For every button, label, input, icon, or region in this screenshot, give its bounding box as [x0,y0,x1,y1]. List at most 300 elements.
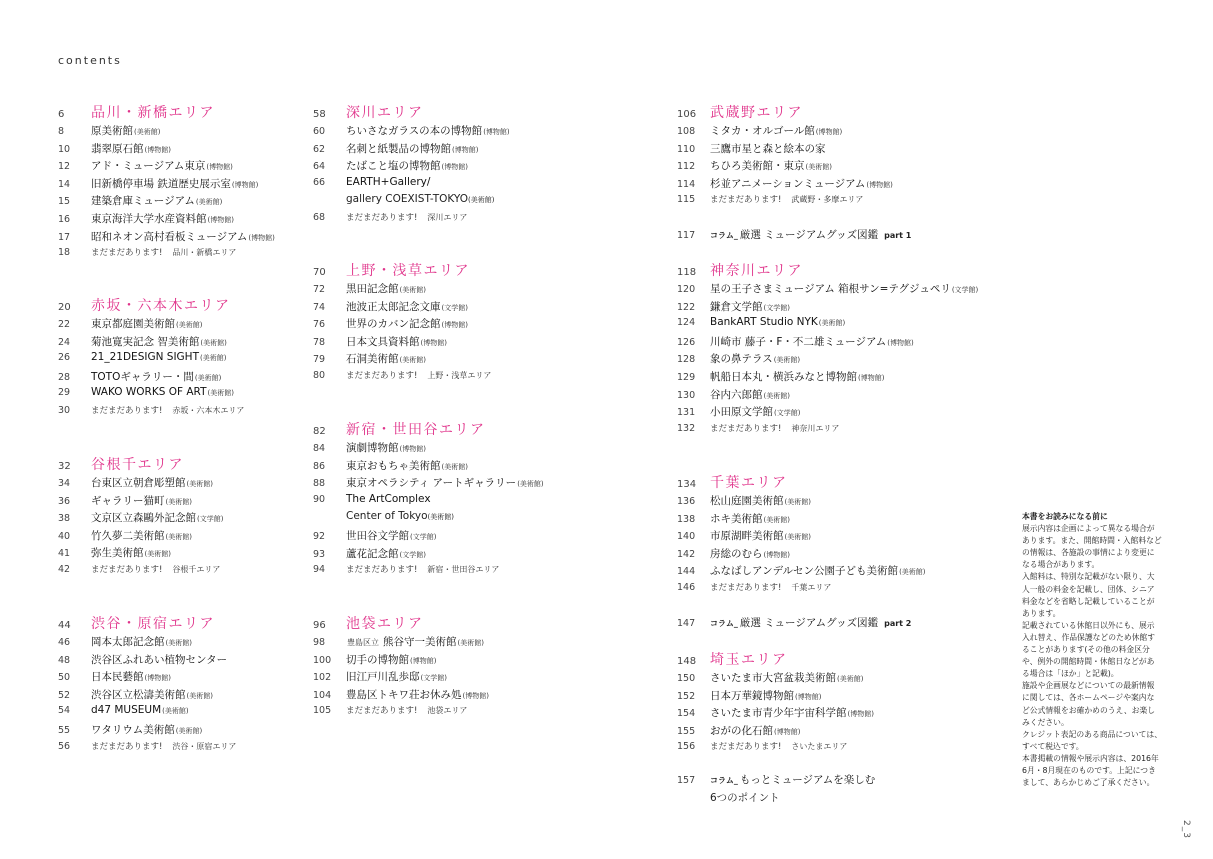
toc-entry[interactable] [58,722,308,740]
more-entries-link[interactable] [677,422,1037,440]
toc-entry[interactable] [58,316,308,334]
entry-category: (文学館) [420,674,447,683]
column-label: コラム_ [710,619,738,628]
toc-entry[interactable] [677,493,1037,511]
section-page-number: 134 [677,479,697,490]
entry-name: 厳選 ミュージアムグッズ図鑑 [739,229,879,241]
entry-category: (美術館) [195,198,223,207]
entry-category: (美術館) [134,128,161,136]
more-entries-link[interactable] [677,740,1037,758]
entry-page-number: 146 [677,581,696,593]
entry-page-number: 90 [313,493,326,505]
entry-category: (博物館) [206,163,233,172]
entry-name-continued: gallery COEXIST-TOKYO [346,193,469,206]
toc-entry[interactable] [677,387,1037,405]
entry-page-number: 50 [58,672,71,684]
entry-name: まだまだあります! [710,742,782,753]
toc-entry[interactable] [58,510,308,528]
toc-entry[interactable] [313,475,658,493]
entry-category: (文学館) [763,303,790,312]
toc-entry[interactable] [313,440,658,458]
section-heading[interactable] [313,613,658,632]
entry-name: 渋谷区ふれあい植物センター [91,653,228,666]
entry-name: 世界のカバン記念館 [346,318,441,331]
entry-name: 熊谷守一美術館 [383,636,457,648]
entry-name: EARTH+Gallery/ [346,175,431,188]
entry-category: (美術館) [784,533,811,542]
toc-section [313,419,658,581]
column-label: コラム_ [710,776,738,785]
toc-entry[interactable] [313,458,658,476]
entry-name: 川崎市 藤子・F・不二雄ミュージアム [710,335,887,348]
toc-section [677,102,1037,211]
toc-entry[interactable] [677,688,1037,706]
toc-entry[interactable] [677,334,1037,352]
section-entries [58,475,308,581]
entry-category: (美術館) [200,338,227,347]
entry-name: The ArtComplex [346,492,431,505]
section-entries [677,227,1037,245]
section-entries [677,772,1037,807]
entry-category: (博物館) [399,445,426,453]
entry-category: (博物館) [410,656,437,665]
entry-category: 深川エリア [427,212,468,222]
entry-category: (美術館) [818,319,846,328]
entry-page-number: 36 [58,495,71,507]
toc-entry[interactable] [677,511,1037,529]
entry-category: (博物館) [441,321,468,330]
toc-entry[interactable] [58,369,308,387]
entry-page-number: 154 [677,708,696,720]
toc-entry[interactable] [677,158,1037,176]
entry-category: 新宿・世田谷エリア [427,565,500,575]
entry-name: 杉並アニメーションミュージアム [710,177,866,190]
entry-category: (美術館) [200,354,227,363]
section-heading[interactable] [677,102,1037,121]
entry-name: 旧新橋停車場 鉄道歴史展示室 [91,177,231,190]
more-entries-link[interactable] [677,581,1037,599]
entry-name: 21_21DESIGN SIGHT [91,351,199,364]
toc-entry[interactable] [677,123,1037,141]
entry-page-number: 17 [58,231,71,243]
section-heading[interactable] [58,295,308,314]
entry-category: 赤坂・六本木エリア [172,405,245,415]
section-entries [677,615,1037,633]
entry-name: ちいさなガラスの本の博物館 [346,125,483,137]
section-page-number: 44 [58,620,71,631]
entry-name: 日本文具資料館 [346,335,420,348]
entry-name: 黒田記念館 [346,283,399,295]
entry-name: 文京区立森鷗外記念館 [91,512,196,525]
entry-name: 房総のむら [710,547,763,560]
toc-entry[interactable] [58,176,308,194]
toc-section [313,613,658,722]
entry-category: 上野・浅草エリア [427,370,492,380]
entry-name: 東京オペラシティ アートギャラリー [346,477,517,490]
entry-name: 小田原文学館 [710,406,773,419]
entry-category: (美術館) [837,675,864,683]
toc-entry[interactable] [677,281,1037,299]
toc-entry[interactable] [313,316,658,334]
toc-entry[interactable] [677,176,1037,194]
entry-name: BankART Studio NYK [710,316,818,329]
entry-category: 武蔵野・多摩エリア [791,195,864,205]
toc-entry[interactable] [58,158,308,176]
entry-page-number: 84 [313,443,326,454]
toc-entry[interactable] [677,299,1037,317]
entry-category: (文学館) [399,550,426,559]
more-entries-link[interactable] [677,193,1037,211]
entry-name-continued: Center of Tokyo [346,510,428,523]
section-entries [58,634,308,757]
entry-page-number: 28 [58,371,71,383]
toc-entry[interactable] [58,652,308,670]
section-page-number: 148 [677,656,697,667]
entry-name: まだまだあります! [91,741,163,752]
entry-name: TOTOギャラリー・間 [91,370,194,383]
entry-page-number: 48 [58,654,71,666]
toc-entry[interactable] [313,299,658,317]
section-entries [313,281,658,387]
entry-page-number: 60 [313,126,326,137]
section-heading[interactable] [313,102,658,121]
toc-entry[interactable] [313,634,658,652]
entry-category: 渋谷・原宿エリア [172,741,237,751]
toc-entry[interactable] [58,386,308,404]
entry-category: (博物館) [815,128,843,136]
section-entries [58,316,308,422]
entry-category: (美術館) [162,707,189,716]
entry-page-number: 16 [58,213,71,225]
section-heading[interactable] [677,472,1037,491]
toc-entry[interactable] [58,229,308,247]
section-heading[interactable] [677,649,1037,668]
entry-page-number: 120 [677,284,696,295]
entry-name: 渋谷区立松濤美術館 [91,688,186,701]
section-title: 品川・新橋エリア [91,105,215,121]
section-title: 渋谷・原宿エリア [91,616,215,632]
page-folio: 2_3 [1181,820,1191,839]
more-entries-link[interactable] [58,563,308,581]
section-page-number: 106 [677,109,697,120]
entry-category: (美術館) [763,515,790,524]
entry-page-number: 114 [677,178,696,190]
entry-category: 神奈川エリア [791,423,840,433]
entry-name: 鎌倉文学館 [710,300,763,313]
toc-entry[interactable] [58,334,308,352]
entry-page-number: 129 [677,371,696,383]
section-heading[interactable] [313,419,658,438]
entry-page-number: 24 [58,336,71,348]
column-entry[interactable] [677,615,1037,633]
entry-name: 日本民藝館 [91,671,144,684]
entry-page-number: 40 [58,530,71,542]
entry-page-number: 155 [677,725,696,737]
entry-name: 豊島区トキワ荘お休み処 [346,688,462,701]
section-page-number: 58 [313,109,326,120]
toc-entry[interactable] [58,351,308,369]
entry-page-number: 144 [677,566,696,578]
toc-entry[interactable] [313,176,658,194]
entry-page-number: 80 [313,369,326,381]
column-entry[interactable] [677,227,1037,245]
section-page-number: 96 [313,620,326,631]
entry-name: 旧江戸川乱歩邸 [346,671,420,684]
entry-page-number: 112 [677,161,696,173]
toc-entry[interactable] [58,141,308,159]
section-heading[interactable] [313,260,658,279]
toc-entry[interactable] [313,123,658,141]
entry-category: (美術館) [468,196,495,205]
entry-page-number: 78 [313,336,326,348]
entry-page-number: 92 [313,530,326,542]
entry-category: (博物館) [248,233,275,242]
toc-section [58,102,308,264]
entry-page-number: 136 [677,496,696,507]
entry-page-number: 128 [677,354,696,366]
entry-name: ギャラリー猫町 [91,494,165,507]
entry-category: (博物館) [144,674,171,683]
entry-name: まだまだあります! [91,405,163,416]
section-title: 上野・浅草エリア [346,263,470,279]
toc-entry[interactable] [58,687,308,705]
entry-category: (博物館) [207,215,234,224]
entry-page-number: 86 [313,460,326,472]
toc-entry[interactable] [313,334,658,352]
entry-page-number: 102 [313,672,332,684]
toc-entry[interactable] [677,705,1037,723]
entry-page-number: 88 [313,478,326,490]
section-entries [313,634,658,722]
entry-category: (美術館) [186,480,213,488]
entry-category: (美術館) [186,691,213,700]
section-title: 赤坂・六本木エリア [91,298,231,314]
toc-entry[interactable] [58,528,308,546]
toc-entry[interactable] [58,545,308,563]
toc-section [58,295,308,422]
toc-entry[interactable] [313,687,658,705]
toc-entry[interactable] [677,563,1037,581]
toc-section [677,472,1037,599]
toc-entry[interactable] [58,475,308,493]
entry-name: d47 MUSEUM [91,704,162,717]
entry-page-number: 22 [58,319,71,330]
toc-section [677,260,1037,439]
entry-page-number: 131 [677,407,696,419]
toc-section [677,615,1037,633]
toc-entry[interactable] [58,123,308,141]
entry-category: (博物館) [144,145,171,154]
entry-category: (博物館) [847,710,874,719]
section-heading[interactable] [58,613,308,632]
toc-entry[interactable] [58,493,308,511]
entry-name: 東京都庭園美術館 [91,318,175,330]
entry-category: (博物館) [795,692,822,701]
toc-section [677,227,1037,245]
notice-paragraph: 展示内容は企画によって異なる場合があります。また、開館時間・入館料などの情報は、各施設の事情により変更になる場合があります。 [1022,524,1162,570]
entry-name: 竹久夢二美術館 [91,529,165,542]
more-entries-link[interactable] [58,404,308,422]
more-entries-link[interactable] [313,563,658,581]
section-page-number: 20 [58,302,71,313]
entry-category: (美術館) [144,550,171,559]
entry-name: 世田谷文学館 [346,529,409,542]
entry-name: 昭和ネオン高村看板ミュージアム [91,230,248,243]
entry-category: (美術館) [399,286,426,294]
entry-page-number: 12 [58,161,71,173]
entry-page-number: 56 [58,740,71,752]
entry-name: 菊池寛実記念 智美術館 [91,335,200,348]
toc-entry[interactable] [313,141,658,159]
more-entries-link[interactable] [313,704,658,722]
entry-category: (文学館) [951,286,979,294]
entry-page-number: 46 [58,637,71,648]
entry-page-number: 30 [58,404,71,416]
section-title: 武蔵野エリア [710,105,803,121]
entry-name: まだまだあります! [346,212,418,223]
section-entries [677,670,1037,758]
toc-entry[interactable] [677,351,1037,369]
entry-category: (博物館) [866,180,893,189]
toc-entry[interactable] [677,723,1037,741]
entry-name: まだまだあります! [710,195,782,206]
toc-entry[interactable] [677,141,1037,159]
entry-page-number: 15 [58,196,71,208]
toc-section [58,613,308,757]
entry-page-number: 54 [58,705,71,717]
section-entries [58,123,308,264]
section-title: 深川エリア [346,105,424,121]
entry-category: (美術館) [165,532,192,541]
toc-entry[interactable] [58,211,308,229]
section-entries [677,281,1037,439]
toc-section [677,649,1037,758]
section-title: 千葉エリア [710,475,788,491]
entry-page-number: 110 [677,143,696,155]
toc-entry[interactable] [677,404,1037,422]
entry-category: (美術館) [805,163,832,172]
section-heading[interactable] [58,102,308,121]
more-entries-link[interactable] [313,211,658,229]
entry-name: 名刺と紙製品の博物館 [346,142,451,155]
section-page-number: 118 [677,267,697,278]
toc-entry[interactable] [313,158,658,176]
toc-entry[interactable] [677,670,1037,688]
entry-name: たばこと塩の博物館 [346,160,441,173]
toc-entry[interactable] [677,528,1037,546]
entry-page-number: 34 [58,478,71,489]
entry-name: もっとミュージアムを楽しむ [739,774,876,786]
entry-page-number: 126 [677,336,696,348]
entry-page-number: 8 [58,126,65,137]
entry-category: (文学館) [441,303,468,312]
section-entries [313,123,658,229]
entry-name: 弥生美術館 [91,547,144,560]
entry-name: 蘆花記念館 [346,547,399,560]
entry-category: (博物館) [763,550,790,559]
notice-paragraph: 記載されている休館日以外にも、展示入れ替え、作品保護などのため休館することがあります(その他の料金区分や、例外の開館時間・休館日などがある場合は「ほか」と記載)。 [1022,620,1156,679]
entry-category: (美術館) [176,321,203,329]
section-page-number: 70 [313,267,326,278]
toc-entry[interactable] [313,669,658,687]
entry-page-number: 147 [677,618,696,629]
entry-name: まだまだあります! [710,582,782,593]
entry-page-number: 156 [677,741,696,753]
entry-name: 岡本太郎記念館 [91,636,165,648]
column-entry[interactable] [677,772,1037,790]
entry-page-number: 130 [677,389,696,401]
section-title: 池袋エリア [346,616,424,632]
entry-name: 東京海洋大学水産資料館 [91,212,207,225]
section-heading[interactable] [677,260,1037,279]
entry-name: まだまだあります! [710,423,782,434]
toc-entry[interactable] [313,281,658,299]
toc-entry[interactable] [313,528,658,546]
toc-entry[interactable] [58,193,308,211]
entry-category: (博物館) [441,163,468,172]
entry-category: (美術館) [165,497,192,506]
entry-category: (美術館) [784,498,811,506]
entry-name: 市原湖畔美術館 [710,530,784,543]
entry-category: (美術館) [457,639,484,647]
notice-paragraph: 施設や企画展などについての最新情報に関しては、各ホームページや案内など公式情報をお確かめのうえ、お楽しみください。 [1022,681,1156,727]
entry-category: (博物館) [462,691,489,700]
toc-entry[interactable] [677,316,1037,334]
toc-entry[interactable] [313,546,658,564]
entry-page-number: 122 [677,301,696,313]
section-page-number: 6 [58,109,65,120]
entry-category: (美術館) [207,389,234,398]
toc-entry[interactable] [58,669,308,687]
entry-page-number: 76 [313,319,326,331]
column-label: コラム_ [710,231,738,240]
toc-entry[interactable] [313,351,658,369]
entry-name: 石洞美術館 [346,353,399,366]
entry-page-number: 10 [58,143,71,155]
more-entries-link[interactable] [313,369,658,387]
more-entries-link[interactable] [58,246,308,264]
entry-name: ちひろ美術館・東京 [710,160,805,173]
section-entries [313,440,658,581]
entry-page-number: 117 [677,230,696,241]
entry-category: 千葉エリア [791,582,832,592]
entry-page-number: 152 [677,690,696,702]
entry-page-number: 100 [313,654,332,666]
toc-entry[interactable] [677,546,1037,564]
entry-page-number: 42 [58,563,71,575]
notice-paragraph: 本書掲載の情報や展示内容は、2016年6月・8月現在のものです。上記につきまして、あらかじめご了承ください。 [1022,753,1159,788]
entry-category: (美術館) [441,462,468,471]
toc-entry[interactable] [58,634,308,652]
entry-page-number: 124 [677,317,696,329]
entry-page-number: 98 [313,637,326,648]
section-heading[interactable] [58,454,308,473]
entry-page-number: 41 [58,548,71,560]
toc-entry[interactable] [313,493,658,511]
entry-continuation [677,790,1037,808]
entry-category: (博物館) [887,338,914,347]
more-entries-link[interactable] [58,740,308,758]
toc-entry[interactable] [313,652,658,670]
toc-entry[interactable] [677,369,1037,387]
section-entries [677,493,1037,599]
toc-entry[interactable] [58,704,308,722]
notice-heading: 本書をお読みになる前に [1022,512,1108,521]
entry-category: (美術館) [773,356,801,365]
entry-page-number: 74 [313,301,326,313]
entry-category: (文学館) [410,532,437,541]
entry-page-number: 62 [313,143,326,155]
